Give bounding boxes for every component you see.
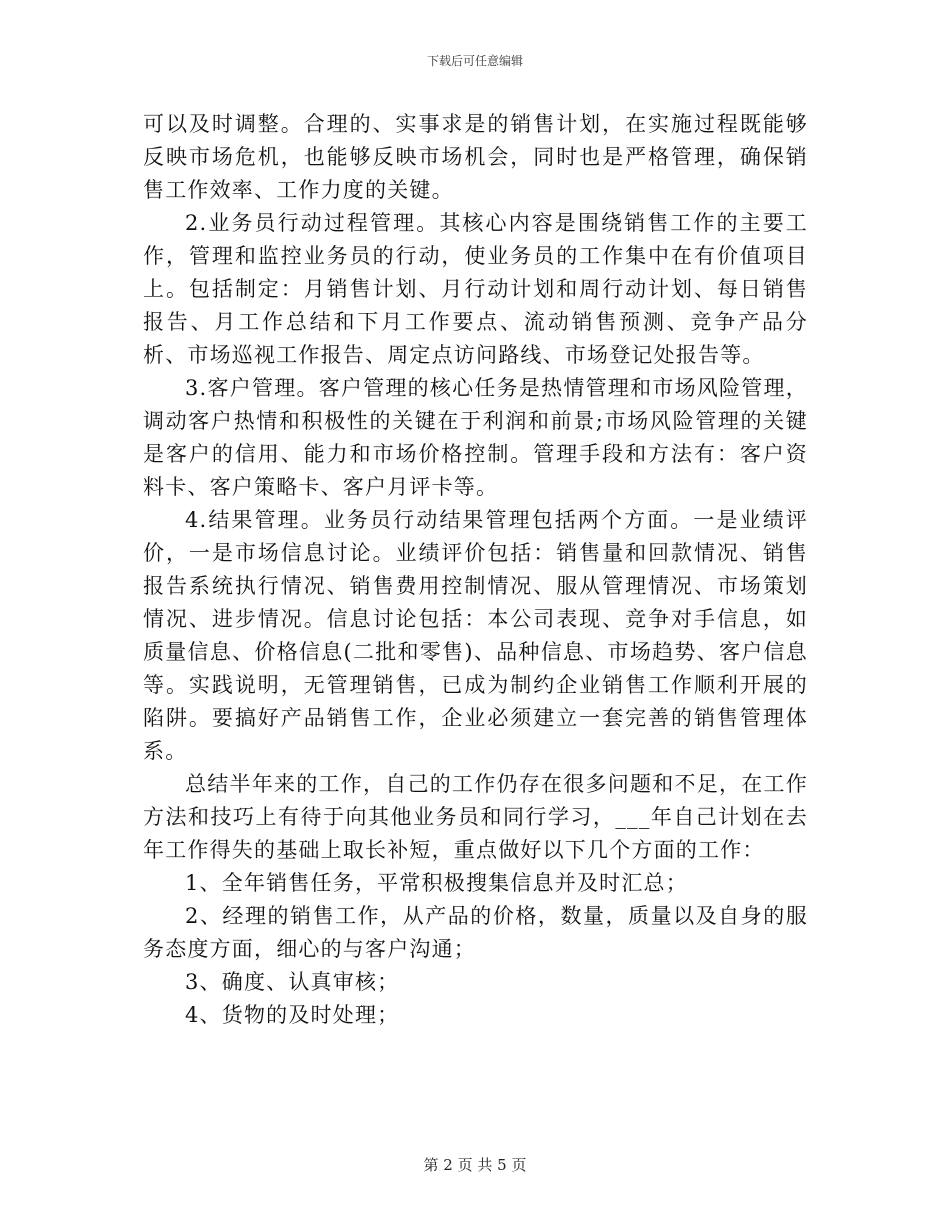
- paragraph-result-management: 4.结果管理。业务员行动结果管理包括两个方面。一是业绩评价，一是市场信息讨论。业绩评价包括：销售量和回款情况、销售报告系统执行情况、销售费用控制情况、服从管理情况、市场策划情况、进步情况。信息讨论包括：本公司表现、竞争对手信息，如质量信息、价格信息(二批和零售)、品种信息、市场趋势、客户信息等。实践说明，无管理销售，已成为制约企业销售工作顺利开展的陷阱。要搞好产品销售工作，企业必须建立一套完善的销售管理体系。: [143, 508, 808, 763]
- document-body: [143, 108, 808, 1032]
- list-item-4: 4、货物的及时处理；: [185, 1003, 400, 1027]
- list-item-1: 1、全年销售任务，平常积极搜集信息并及时汇总；: [185, 871, 688, 895]
- paragraph-customer-management: 3.客户管理。客户管理的核心任务是热情管理和市场风险管理，调动客户热情和积极性的关键在于利润和前景;市场风险管理的关键是客户的信用、能力和市场价格控制。管理手段和方法有：客户资料卡、客户策略卡、客户月评卡等。: [143, 376, 808, 499]
- list-item-3: 3、确度、认真审核；: [185, 970, 400, 994]
- paragraph-process-management: 2.业务员行动过程管理。其核心内容是围绕销售工作的主要工作，管理和监控业务员的行动，使业务员的工作集中在有价值项目上。包括制定：月销售计划、月行动计划和周行动计划、每日销售报告、月工作总结和下月工作要点、流动销售预测、竞争产品分析、市场巡视工作报告、周定点访问路线、市场登记处报告等。: [143, 211, 808, 367]
- list-item-2: 2、经理的销售工作，从产品的价格，数量，质量以及自身的服务态度方面，细心的与客户沟通；: [143, 904, 808, 961]
- page-number: 第 2 页 共 5 页: [423, 1156, 527, 1174]
- page-header: 下载后可任意编辑: [426, 54, 523, 68]
- paragraph-summary: 总结半年来的工作，自己的工作仍存在很多问题和不足，在工作方法和技巧上有待于向其他业务员和同行学习，___年自己计划在去年工作得失的基础上取长补短，重点做好以下几个方面的工作：: [143, 772, 808, 862]
- paragraph-plan-adjustment: 可以及时调整。合理的、实事求是的销售计划，在实施过程既能够反映市场危机，也能够反映市场机会，同时也是严格管理，确保销售工作效率、工作力度的关键。: [143, 112, 808, 202]
